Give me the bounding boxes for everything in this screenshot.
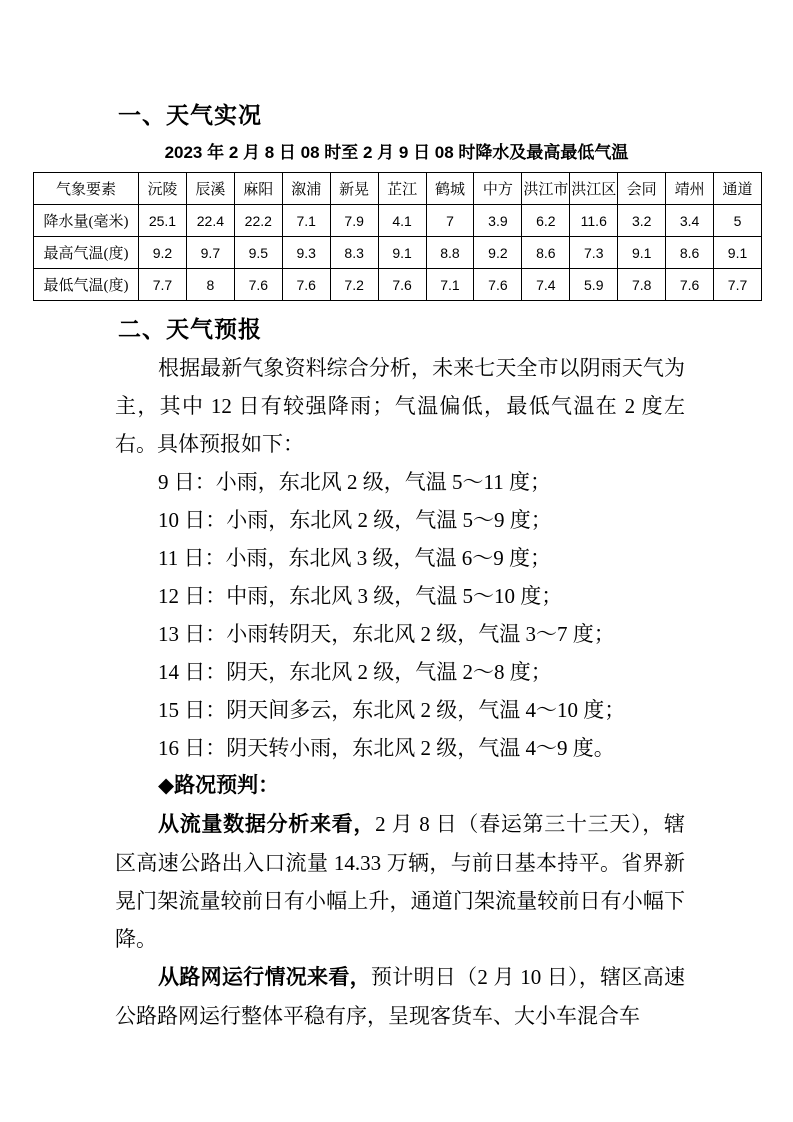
table-cell: 7.6 [378,269,426,301]
forecast-body [115,349,685,1035]
table-cell: 22.2 [234,205,282,237]
forecast-line-day16: 16 日：阴天转小雨，东北风 2 级，气温 4～9 度。 [158,736,615,760]
table-cell: 25.1 [139,205,187,237]
road-network-paragraph [115,958,685,1035]
column-header: 靖州 [666,173,714,205]
table-cell: 7.4 [522,269,570,301]
forecast-line-day12: 12 日：中雨，东北风 3 级，气温 5～10 度； [158,584,563,608]
table-cell: 9.2 [474,237,522,269]
road-network-text: 预计明日（2 月 10 日），辖区高速公路路网运行整体平稳有序，呈现客货车、大小车混合车 [115,965,686,1028]
table-cell: 5.9 [570,269,618,301]
table-cell: 8.6 [522,237,570,269]
road-network-lead: 从路网运行情况来看， [158,966,371,989]
table-cell: 3.9 [474,205,522,237]
section-2-title: 二、天气预报 [118,316,262,342]
table-cell: 7.6 [282,269,330,301]
table-cell: 9.7 [186,237,234,269]
column-header: 麻阳 [234,173,282,205]
table-cell: 9.1 [378,237,426,269]
traffic-flow-paragraph [115,805,685,958]
column-header: 新晃 [330,173,378,205]
traffic-flow-lead: 从流量数据分析来看， [158,813,376,836]
table-cell: 7 [426,205,474,237]
column-header: 鹤城 [426,173,474,205]
table-cell: 3.4 [666,205,714,237]
table-caption: 2023 年 2 月 8 日 08 时至 2 月 9 日 08 时降水及最高最低气温 [164,143,629,162]
table-cell: 7.6 [474,269,522,301]
diamond-icon: ◆ [158,774,175,797]
table-cell: 22.4 [186,205,234,237]
forecast-line-day11: 11 日：小雨，东北风 3 级，气温 6～9 度； [158,546,551,570]
table-cell: 7.7 [714,269,762,301]
table-cell: 9.3 [282,237,330,269]
road-title-text: 路况预判： [174,774,280,797]
table-cell: 7.6 [666,269,714,301]
forecast-line-day15: 15 日：阴天间多云，东北风 2 级，气温 4～10 度； [158,698,626,722]
table-cell: 8.6 [666,237,714,269]
table-row-precipitation [34,205,762,237]
table-cell: 7.8 [618,269,666,301]
row-label: 最高气温(度) [34,237,139,269]
section-1-title: 一、天气实况 [118,102,262,128]
table-cell: 7.1 [426,269,474,301]
column-header: 洪江市 [522,173,570,205]
column-header: 气象要素 [34,173,139,205]
column-header: 通道 [714,173,762,205]
table-cell: 3.2 [618,205,666,237]
column-header: 芷江 [378,173,426,205]
table-cell: 11.6 [570,205,618,237]
column-header: 辰溪 [186,173,234,205]
forecast-line-day10: 10 日：小雨，东北风 2 级，气温 5～9 度； [158,508,552,532]
forecast-intro: 根据最新气象资料综合分析，未来七天全市以阴雨天气为主，其中 12 日有较强降雨；气温偏低，最低气温在 2 度左右。具体预报如下： [115,356,685,456]
weather-table [33,172,762,301]
column-header: 会同 [618,173,666,205]
table-cell: 9.1 [618,237,666,269]
table-cell: 8 [186,269,234,301]
forecast-line-day9: 9 日：小雨，东北风 2 级，气温 5～11 度； [158,470,551,494]
forecast-line-day13: 13 日：小雨转阴天，东北风 2 级，气温 3～7 度； [158,622,615,646]
table-cell: 7.7 [139,269,187,301]
table-cell: 7.3 [570,237,618,269]
column-header: 溆浦 [282,173,330,205]
table-header-row [34,173,762,205]
table-cell: 9.1 [714,237,762,269]
column-header: 中方 [474,173,522,205]
table-cell: 9.5 [234,237,282,269]
table-cell: 7.1 [282,205,330,237]
table-cell: 7.9 [330,205,378,237]
table-cell: 5 [714,205,762,237]
table-row-min-temp [34,269,762,301]
table-row-max-temp [34,237,762,269]
traffic-flow-text: 2 月 8 日（春运第三十三天），辖区高速公路出入口流量 14.33 万辆，与前日基本持平。省界新晃门架流量较前日有小幅上升，通道门架流量较前日有小幅下降。 [115,812,686,951]
table-cell: 8.3 [330,237,378,269]
table-cell: 7.2 [330,269,378,301]
table-cell: 7.6 [234,269,282,301]
row-label: 最低气温(度) [34,269,139,301]
table-cell: 4.1 [378,205,426,237]
table-cell: 9.2 [139,237,187,269]
table-cell: 8.8 [426,237,474,269]
column-header: 沅陵 [139,173,187,205]
road-forecast-title [115,767,685,805]
table-cell: 6.2 [522,205,570,237]
forecast-line-day14: 14 日：阴天，东北风 2 级，气温 2～8 度； [158,660,552,684]
column-header: 洪江区 [570,173,618,205]
row-label: 降水量(毫米) [34,205,139,237]
